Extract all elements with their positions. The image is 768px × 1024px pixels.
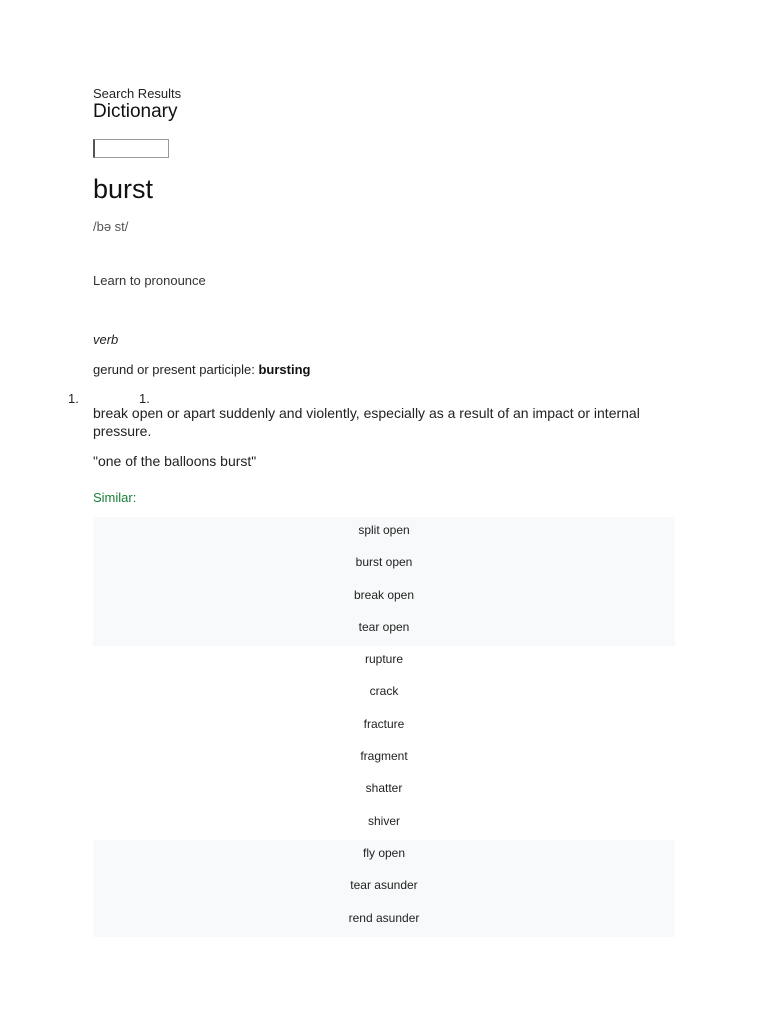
- synonym-chip[interactable]: rupture: [364, 652, 404, 667]
- synonym-chip[interactable]: split open: [93, 517, 675, 549]
- synonym-chip[interactable]: break open: [93, 582, 675, 614]
- synonym-chip[interactable]: tear asunder: [93, 872, 675, 904]
- synonym-chip[interactable]: tear open: [93, 614, 675, 646]
- synonym-list: [93, 517, 675, 937]
- sense-inner-number: 1.: [139, 391, 150, 406]
- synonym-chip[interactable]: fly open: [93, 840, 675, 872]
- learn-to-pronounce-link[interactable]: Learn to pronounce: [93, 273, 206, 288]
- synonym-chip[interactable]: shiver: [367, 813, 400, 828]
- gerund-line: [93, 362, 310, 377]
- synonym-chip[interactable]: fracture: [363, 716, 405, 731]
- part-of-speech: verb: [93, 332, 119, 347]
- gerund-value: bursting: [258, 362, 311, 377]
- synonym-chip[interactable]: crack: [369, 684, 399, 699]
- definition-text: break open or apart suddenly and violently, especially as a result of an impact or internal pressure.: [93, 405, 640, 439]
- example-sentence: "one of the balloons burst": [93, 453, 257, 469]
- synonym-chip[interactable]: fragment: [360, 749, 408, 764]
- headword: burst: [93, 174, 154, 204]
- dictionary-title: Dictionary: [93, 101, 178, 122]
- synonym-chip[interactable]: rend asunder: [93, 905, 675, 937]
- similar-label: Similar:: [93, 490, 137, 505]
- dictionary-search-input[interactable]: [93, 139, 169, 158]
- synonym-chip[interactable]: shatter: [365, 781, 403, 796]
- synonym-chip[interactable]: burst open: [93, 549, 675, 581]
- search-results-label: Search Results: [93, 86, 182, 101]
- gerund-label: gerund or present participle:: [93, 362, 259, 377]
- phonetic-spelling: /bə st/: [93, 219, 129, 234]
- sense-outer-number: 1.: [68, 391, 79, 406]
